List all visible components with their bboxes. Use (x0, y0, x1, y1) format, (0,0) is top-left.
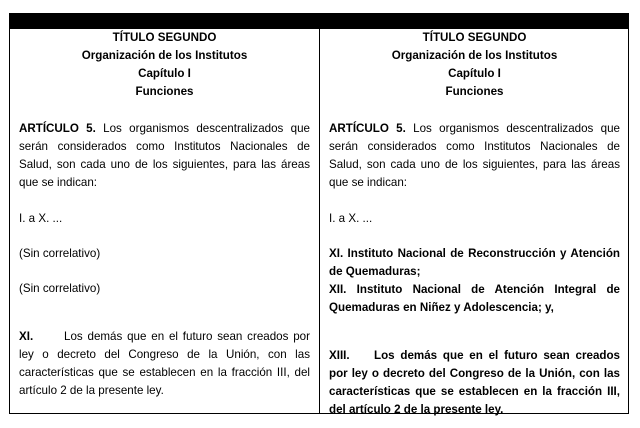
right-item-xi: XI. Instituto Nacional de Reconstrucción y Atención de Quemaduras; (329, 247, 620, 278)
right-item-xiii-label: XIII. (329, 349, 350, 362)
left-no-correlative-1: (Sin correlativo) (19, 247, 101, 260)
left-item-xi-label: XI. (19, 330, 34, 343)
reform-text-column (320, 29, 629, 416)
right-article-text: Los organismos descentralizados que serán considerados como Institutos Nacionales de Salud, son cada uno de los siguientes, para las áreas que se indican: (329, 122, 620, 189)
comparison-table (9, 13, 629, 414)
left-title: TÍTULO SEGUNDO (112, 31, 217, 44)
left-item-xi-text: Los demás que en el futuro sean creados por ley o decreto del Congreso de la Unión, con las características que se establecen en la fracción III, del artículo 2 de la presente ley. (19, 330, 310, 397)
right-subtitle: Organización de los Institutos (391, 49, 558, 62)
right-section: Funciones (445, 85, 504, 98)
right-item-xiii (329, 347, 620, 419)
right-article-label: ARTÍCULO 5. (329, 122, 406, 135)
left-heading (19, 29, 310, 101)
left-subtitle: Organización de los Institutos (81, 49, 248, 62)
left-no-correlative-2: (Sin correlativo) (19, 282, 101, 295)
left-item-range: I. a X. ... (19, 212, 63, 225)
right-heading (329, 29, 620, 101)
left-article-5 (19, 120, 310, 192)
right-item-range: I. a X. ... (329, 212, 373, 225)
right-article-5 (329, 120, 620, 192)
left-article-label: ARTÍCULO 5. (19, 122, 96, 135)
table-header-bar (10, 14, 628, 29)
right-chapter: Capítulo I (448, 67, 501, 80)
current-text-column (10, 29, 320, 413)
right-title: TÍTULO SEGUNDO (422, 31, 527, 44)
left-item-xi (19, 328, 310, 400)
left-section: Funciones (135, 85, 194, 98)
left-chapter: Capítulo I (138, 67, 191, 80)
left-article-text: Los organismos descentralizados que serán considerados como Institutos Nacionales de Salud, son cada uno de los siguientes, para las áreas que se indican: (19, 122, 310, 189)
right-item-xii: XII. Instituto Nacional de Atención Integral de Quemaduras en Niñez y Adolescencia; y, (329, 283, 620, 314)
right-item-xiii-text: Los demás que en el futuro sean creados por ley o decreto del Congreso de la Unión, con las características que se establecen en la fracción III, del artículo 2 de la presente ley. (329, 349, 620, 416)
